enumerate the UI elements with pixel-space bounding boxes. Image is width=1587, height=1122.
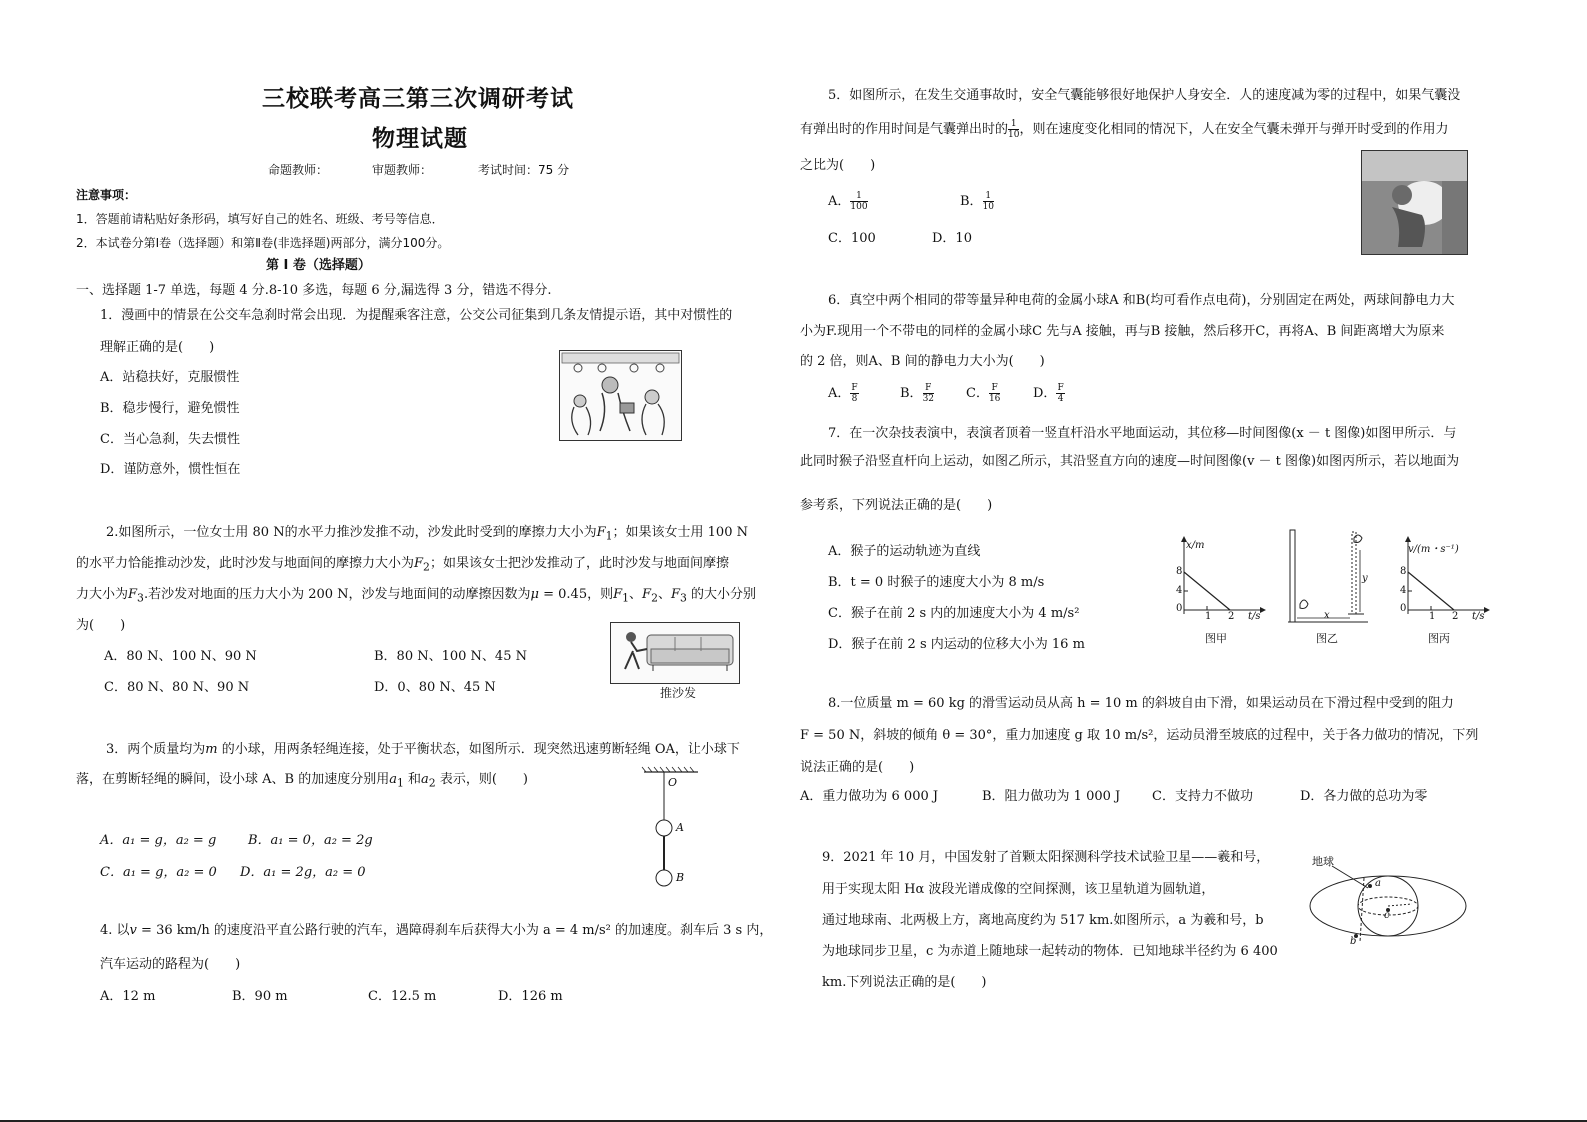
- q1-option-b: B．稳步慢行，避免惯性: [100, 401, 240, 416]
- q7-option-a: A．猴子的运动轨迹为直线: [828, 544, 981, 559]
- q1-stem-line-2: 理解正确的是( ): [100, 340, 215, 355]
- graph-jia-tick-1: 1: [1205, 611, 1212, 622]
- graph-jia-tick-2: 2: [1228, 611, 1235, 622]
- q1-stem-line-1: 1．漫画中的情景在公交车急刹时常会出现．为提醒乘客注意，公交公司征集到几条友情提示语，其中对惯性的: [100, 308, 733, 323]
- graph-jia-tick-8: 8: [1176, 566, 1183, 577]
- q2-option-b: B．80 N、100 N、45 N: [374, 649, 527, 664]
- q4-stem-line-2: 汽车运动的路程为( ): [100, 957, 241, 972]
- q2-stem-line-1: 2.如图所示，一位女士用 80 N的水平力推沙发推不动，沙发此时受到的摩擦力大小为$F_1$；如果该女士用 100 N: [106, 525, 748, 543]
- push-sofa-image: [610, 622, 740, 684]
- q5-stem-line-1: 5．如图所示，在发生交通事故时，安全气囊能够很好地保护人身安全．人的速度减为零的过程中，如果气囊没: [828, 88, 1461, 103]
- graph-jia-tick-0: 0: [1176, 603, 1183, 614]
- figure-yi-caption: 图乙: [1316, 632, 1338, 645]
- q8-stem-line-3: 说法正确的是( ): [800, 760, 915, 775]
- q5-ratio-fraction: $\frac{1}{10}$: [1008, 119, 1020, 140]
- point-o-label: O: [668, 776, 678, 789]
- exam-title: 三校联考高三第三次调研考试: [262, 86, 574, 112]
- graph-bing-xlabel: t/s: [1472, 611, 1485, 622]
- graph-bing-tick-1: 1: [1429, 611, 1436, 622]
- q7-stem-line-1: 7．在一次杂技表演中，表演者顶着一竖直杆沿水平地面运动，其位移—时间图像(x － t 图像)如图甲所示．与: [828, 426, 1457, 441]
- q5-option-b: B． $\frac{1}{10}$: [960, 191, 995, 212]
- graph-bing-tick-2: 2: [1452, 611, 1459, 622]
- q7-stem-line-3: 参考系，下列说法正确的是( ): [800, 498, 993, 513]
- graph-bing-tick-0: 0: [1400, 603, 1407, 614]
- q8-stem-line-1: 8.一位质量 m = 60 kg 的滑雪运动员从高 h = 10 m 的斜坡自由下滑，如果运动员在下滑过程中受到的阻力: [828, 696, 1454, 711]
- q4-option-a: A．12 m: [100, 989, 156, 1004]
- section-1-title: 第 Ⅰ 卷（选择题）: [266, 258, 371, 273]
- exam-time: 考试时间：75 分: [478, 163, 570, 177]
- notice-line-1: 1．答题前请粘贴好条形码，填写好自己的姓名、班级、考号等信息．: [76, 212, 444, 226]
- q7-stem-line-2: 此同时猴子沿竖直杆向上运动，如图乙所示，其沿竖直方向的速度—时间图像(v － t 图像)如图丙所示，若以地面为: [800, 454, 1460, 469]
- notice-line-2: 2．本试卷分第Ⅰ卷（选择题）和第Ⅱ卷(非选择题)两部分，满分100分。: [76, 236, 450, 250]
- q5-option-c: C．100: [828, 231, 876, 246]
- graph-jia-caption: 图甲: [1205, 632, 1227, 645]
- q8-stem-line-2: F = 50 N，斜坡的倾角 θ = 30°，重力加速度 g 取 10 m/s²，运动员滑至坡底的过程中，关于各力做功的情况，下列: [800, 728, 1479, 743]
- graph-bing-tick-8: 8: [1400, 566, 1407, 577]
- q9-stem-line-2: 用于实现太阳 Hα 波段光谱成像的空间探测，该卫星轨道为圆轨道，: [822, 882, 1215, 897]
- q6-stem-line-2: 小为F.现用一个不带电的同样的金属小球C 先与A 接触，再与B 接触，然后移开C，再将A、B 间距离增大为原来: [800, 324, 1445, 339]
- subject-title: 物理试题: [372, 126, 468, 152]
- q3-option-d: D．a₁ = 2g，a₂ = 0: [240, 865, 366, 880]
- satellite-b-label: b: [1350, 936, 1357, 947]
- q7-option-c: C．猴子在前 2 s 内的加速度大小为 4 m/s²: [828, 606, 1080, 621]
- q5-option-a: A． $\frac{1}{100}$: [828, 191, 868, 212]
- graph-bing-ylabel: v/(m・s⁻¹): [1408, 544, 1459, 555]
- q3-option-a: A．a₁ = g，a₂ = g: [100, 833, 217, 848]
- q2-stem-line-3: 力大小为$F_3$.若沙发对地面的压力大小为 200 N，沙发与地面间的动摩擦因数为μ = 0.45，则$F_1$、$F_2$、$F_3$ 的大小分别: [76, 587, 757, 605]
- q8-option-b: B．阻力做功为 1 000 J: [982, 789, 1121, 804]
- q1-option-a: A．站稳扶好，克服惯性: [100, 370, 240, 385]
- airbag-photo: [1361, 150, 1468, 255]
- satellite-a-label: a: [1375, 878, 1381, 889]
- q7-option-d: D．猴子在前 2 s 内运动的位移大小为 16 m: [828, 637, 1085, 652]
- graph-jia-ylabel: x/m: [1186, 540, 1205, 551]
- q8-option-c: C．支持力不做功: [1152, 789, 1253, 804]
- q6-stem-line-3: 的 2 倍，则A、B 间的静电力大小为( ): [800, 354, 1045, 369]
- figure-yi-x-label: x: [1324, 610, 1330, 621]
- q8-option-a: A．重力做功为 6 000 J: [800, 789, 939, 804]
- q6-option-c: C． $\frac{F}{16}$: [966, 383, 1001, 404]
- object-c-label: c: [1384, 910, 1390, 921]
- q3-stem-line-2: 落，在剪断轻绳的瞬间，设小球 A、B 的加速度分别用$a_1$ 和$a_2$ 表示，则( ): [76, 772, 528, 790]
- q9-stem-line-1: 9．2021 年 10 月，中国发射了首颗太阳探测科学技术试验卫星——羲和号，: [822, 850, 1270, 865]
- notice-heading: 注意事项：: [76, 188, 137, 202]
- q9-stem-line-5: km.下列说法正确的是( ): [822, 975, 987, 990]
- q7-option-b: B．t = 0 时猴子的速度大小为 8 m/s: [828, 575, 1045, 590]
- q1-option-c: C．当心急刹，失去惯性: [100, 432, 240, 447]
- earth-label: 地球: [1312, 855, 1334, 868]
- q4-option-c: C．12.5 m: [368, 989, 437, 1004]
- q2-option-d: D．0、80 N、45 N: [374, 680, 496, 695]
- q5-stem-line-2: 有弹出时的作用时间是气囊弹出时的 $\frac{1}{10}$ ，则在速度变化相同的情况下，人在安全气囊未弹开与弹开时受到的作用力: [800, 119, 1449, 140]
- ball-b-label: B: [676, 871, 685, 884]
- ball-a-label: A: [676, 821, 684, 834]
- graph-bing-caption: 图丙: [1428, 632, 1450, 645]
- q3-stem-line-1: 3．两个质量均为m 的小球，用两条轻绳连接，处于平衡状态，如图所示．现突然迅速剪断轻绳 OA，让小球下: [106, 742, 740, 757]
- q9-stem-line-4: 为地球同步卫星，c 为赤道上随地球一起转动的物体．已知地球半径约为 6 400: [822, 944, 1278, 959]
- q6-option-a: A． $\frac{F}{8}$: [828, 383, 858, 404]
- q2-option-c: C．80 N、80 N、90 N: [104, 680, 250, 695]
- graph-jia-tick-4: 4: [1176, 585, 1183, 596]
- q5-option-d: D．10: [932, 231, 972, 246]
- graph-bing-tick-4: 4: [1400, 585, 1407, 596]
- graph-jia-xlabel: t/s: [1248, 611, 1261, 622]
- q5-stem-line-3: 之比为( ): [800, 158, 876, 173]
- q4-stem-line-1: 4. 以v = 36 km/h 的速度沿平直公路行驶的汽车，遇障碍刹车后获得大小为 a = 4 m/s² 的加速度。刹车后 3 s 内，: [100, 923, 773, 938]
- q6-option-d: D． $\frac{F}{4}$: [1033, 383, 1064, 404]
- q1-option-d: D．谨防意外，惯性恒在: [100, 462, 241, 477]
- section-1-instruction: 一、选择题 1-7 单选，每题 4 分.8-10 多选，每题 6 分,漏选得 3 分，错选不得分.: [76, 283, 552, 298]
- bus-comic-image: [559, 350, 682, 441]
- q2-stem-line-4: 为( ): [76, 618, 126, 633]
- reviewer-label: 审题教师：: [372, 163, 433, 177]
- q6-option-b: B． $\frac{F}{32}$: [900, 383, 935, 404]
- q2-stem-line-2: 的水平力恰能推动沙发，此时沙发与地面间的摩擦力大小为$F_2$；如果该女士把沙发推动了，此时沙发与地面间摩擦: [76, 556, 729, 574]
- q4-option-b: B．90 m: [232, 989, 288, 1004]
- q3-option-b: B．a₁ = 0，a₂ = 2g: [248, 833, 373, 848]
- q9-stem-line-3: 通过地球南、北两极上方，离地高度约为 517 km.如图所示，a 为羲和号，b: [822, 913, 1264, 928]
- push-sofa-caption: 推沙发: [660, 686, 697, 700]
- q6-stem-line-1: 6．真空中两个相同的带等量异种电荷的金属小球A 和B(均可看作点电荷)，分别固定在两处，两球间静电力大: [828, 293, 1455, 308]
- q8-option-d: D．各力做的总功为零: [1300, 789, 1428, 804]
- figure-yi-y-label: y: [1362, 573, 1368, 584]
- setter-label: 命题教师：: [268, 163, 329, 177]
- q2-option-a: A．80 N、100 N、90 N: [104, 649, 257, 664]
- q3-option-c: C．a₁ = g，a₂ = 0: [100, 865, 217, 880]
- q4-option-d: D．126 m: [498, 989, 563, 1004]
